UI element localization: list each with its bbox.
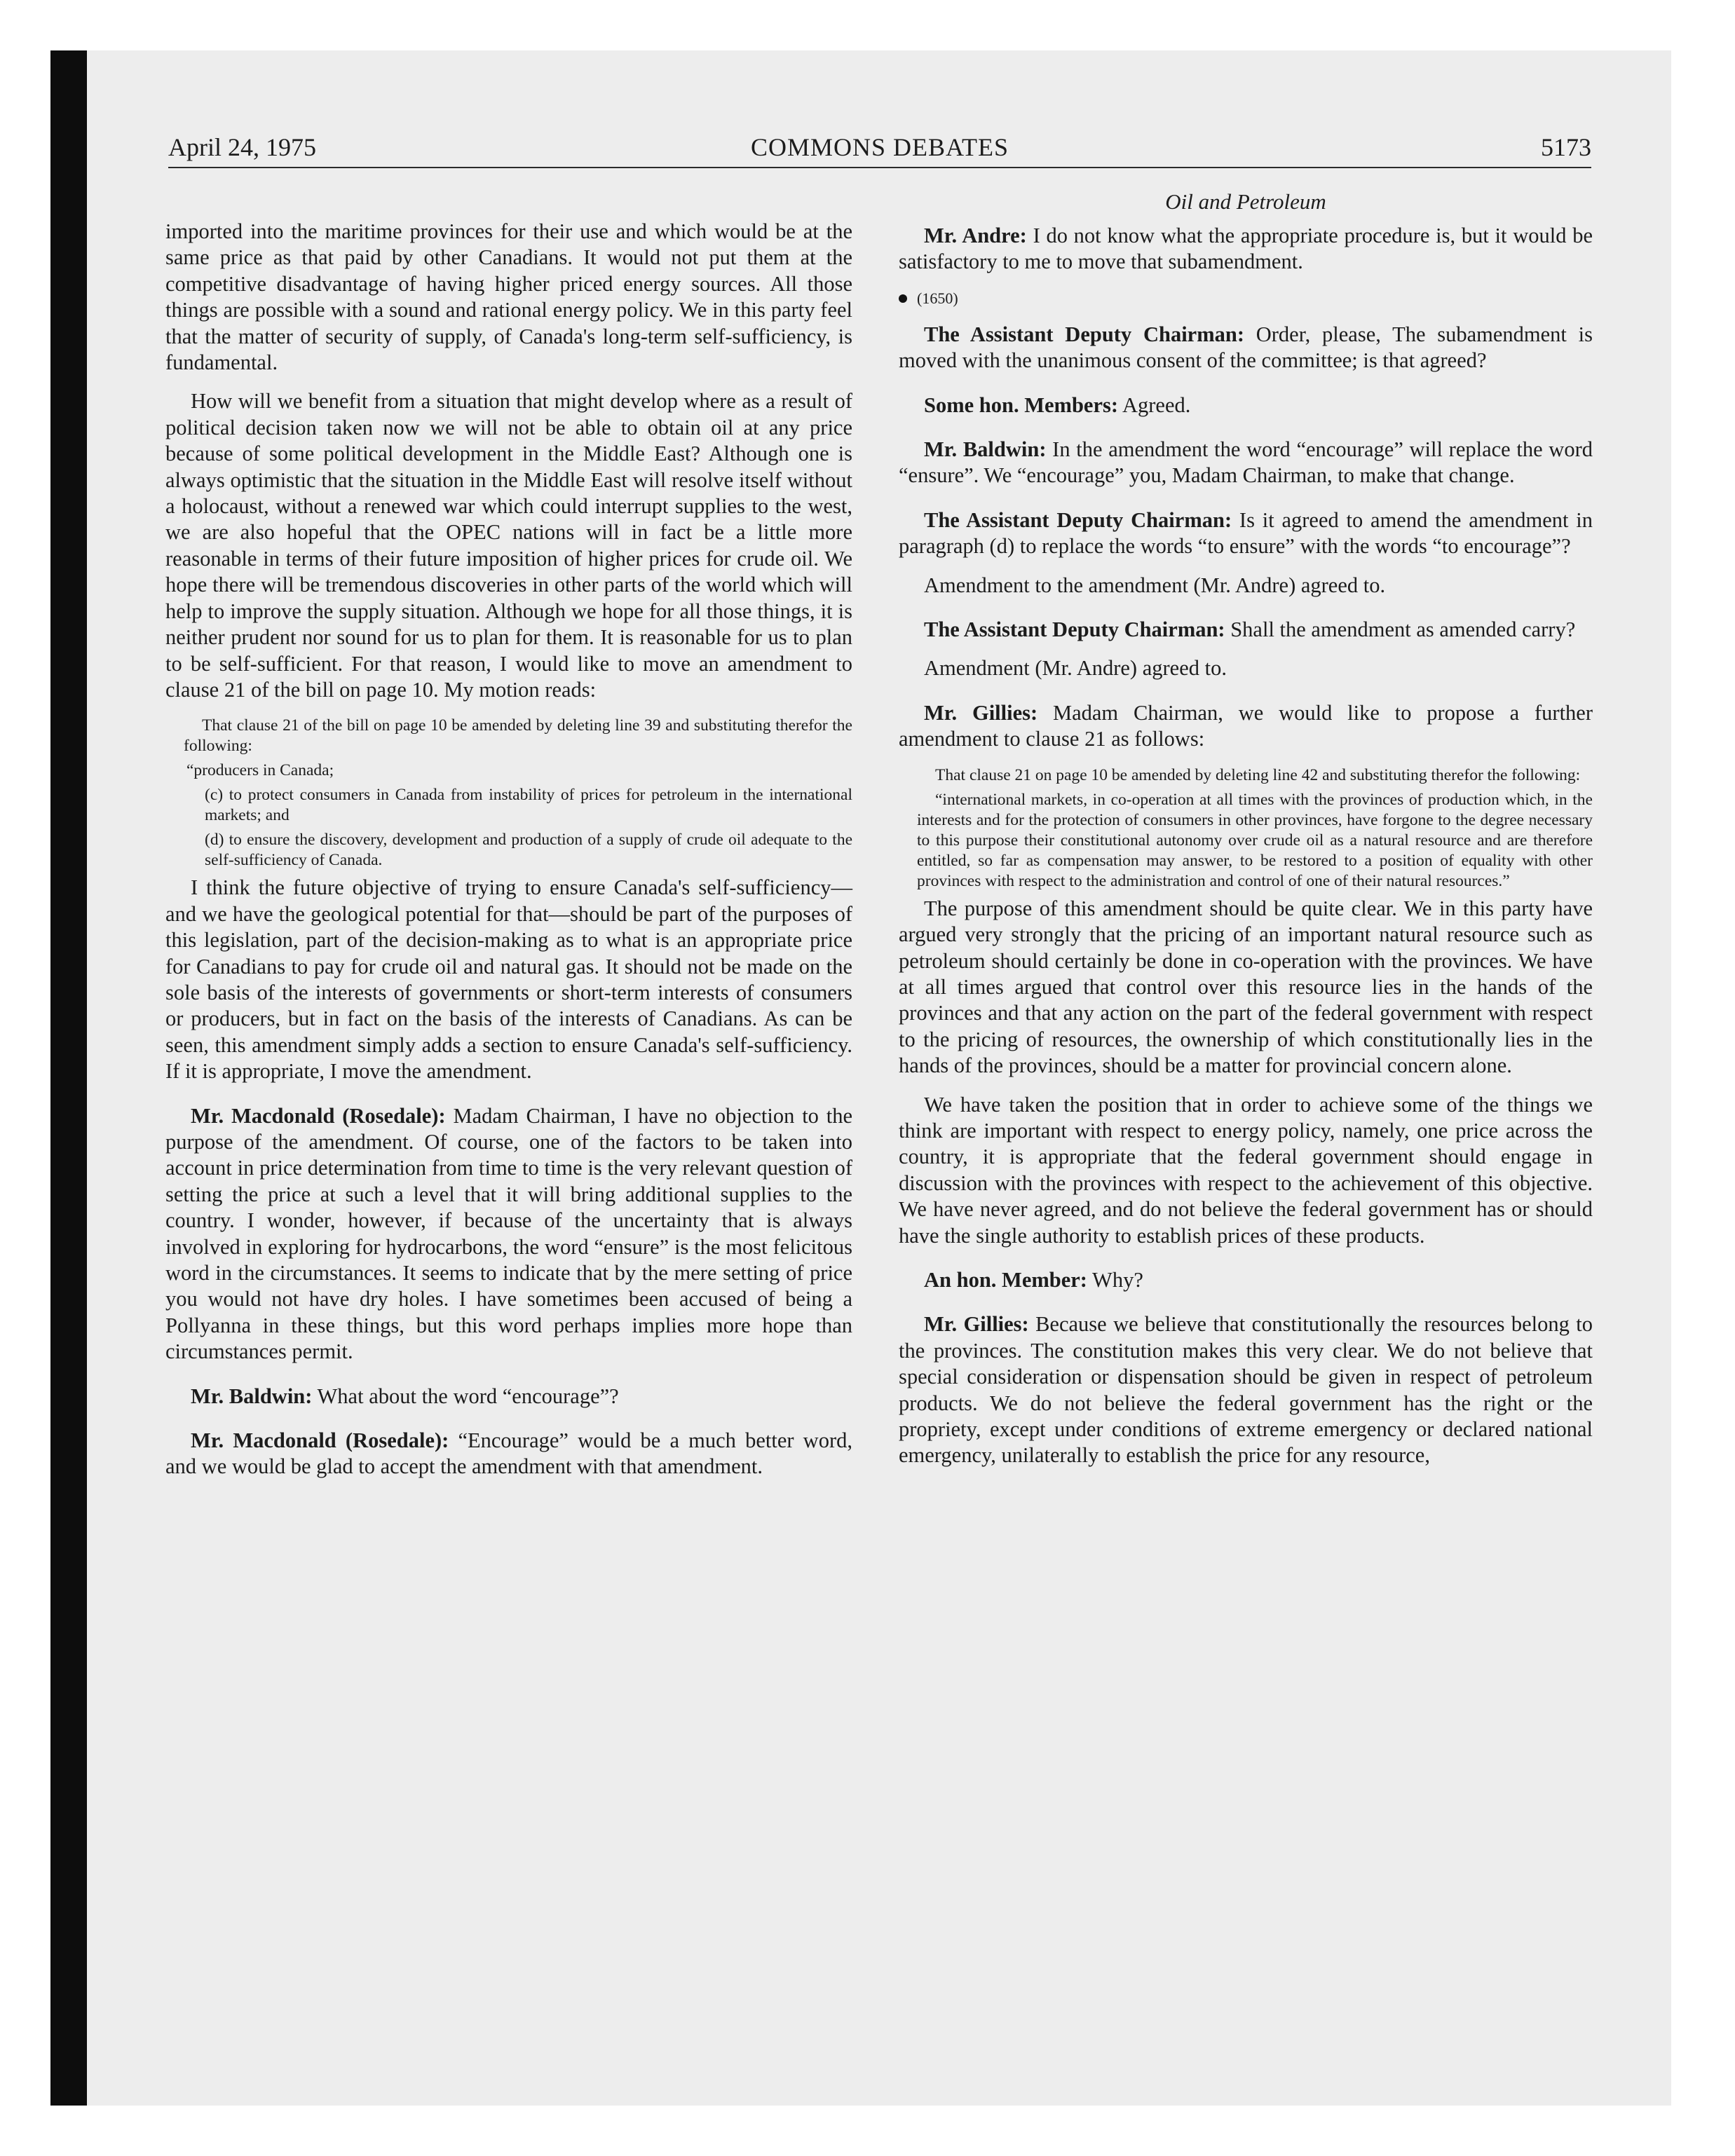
header-date: April 24, 1975 — [168, 133, 316, 161]
quoted-motion-text: “producers in Canada; — [186, 761, 334, 780]
body-paragraph: I think the future objective of trying to ensure Canada's self-sufficiency—and we have the geological potential for that—should be part of the purposes of this legislation, part of the decision-making as to what is an appropriate price for Canadians to pay for crude oil and natural gas. It should not be made on the sole basis of the interests of governments or short-term interests of consumers or producers, but in fact on the basis of the interests of Canadians. As can be seen, this amendment simply adds a section to ensure Canada's self-sufficiency. If it is appropriate, I move the amendment. — [165, 875, 852, 1084]
speech-text: What about the word “encourage”? — [317, 1384, 619, 1408]
speech-text: “Encourage” would be a much better word, and we would be glad to accept the amendment with that amendment. — [165, 1428, 852, 1479]
speech-paragraph — [899, 507, 1593, 560]
page-header — [168, 132, 1591, 168]
speaker-name: Mr. Baldwin: — [191, 1384, 313, 1408]
speech-paragraph — [899, 1267, 1593, 1293]
scan-edge-bar — [50, 50, 87, 2106]
right-column — [899, 188, 1593, 1482]
speech-paragraph — [899, 700, 1593, 753]
speech-text: Agreed. — [1122, 393, 1191, 417]
header-rule — [168, 167, 1591, 168]
quoted-motion-text: (c) to protect consumers in Canada from instability of prices for petroleum in the international markets; and — [205, 786, 852, 825]
speaker-name: The Assistant Deputy Chairman: — [924, 507, 1232, 532]
body-paragraph: We have taken the position that in order to achieve some of the things we think are important with respect to energy policy, namely, one price across the country, it is appropriate that the federal government should engage in discussion with the provinces with respect to the achievement of this objective. We have never agreed, and do not believe the federal government has or should have the single authority to establish prices of these products. — [899, 1092, 1593, 1248]
left-column — [165, 219, 852, 1493]
body-paragraph: Amendment (Mr. Andre) agreed to. — [924, 656, 1227, 681]
time-marker — [899, 288, 1593, 309]
body-paragraph: Amendment to the amendment (Mr. Andre) agreed to. — [924, 573, 1386, 597]
speech-text: Shall the amendment as amended carry? — [1230, 618, 1576, 642]
speech-text: Why? — [1092, 1267, 1143, 1292]
speaker-name: Mr. Macdonald (Rosedale): — [191, 1428, 449, 1453]
quoted-motion-text: That clause 21 on page 10 be amended by deleting line 42 and substituting therefor the following: — [935, 765, 1581, 784]
speaker-name: Mr. Gillies: — [924, 1312, 1029, 1337]
body-paragraph: How will we benefit from a situation that might develop where as a result of political decision taken now we will not be able to obtain oil at any price because of some political development in the Middle East? Although one is always optimistic that the situation in the Middle East will resolve itself without a holocaust, without a renewed war which could interrupt supplies to the west, we are also hopeful that the OPEC nations will in fact be a little more reasonable in terms of their future imposition of higher prices for crude oil. We hope there will be tremendous discoveries in other parts of the world which will help to improve the supply situation. Although we hope for all those things, it is neither prudent nor sound for us to plan for them. It is reasonable for us to plan to be self-sufficient. For that reason, I would like to move an amendment to clause 21 of the bill on page 10. My motion reads: — [165, 389, 852, 702]
speech-text: Because we believe that constitutionally the resources belong to the provinces. The constitution makes this very clear. We do not believe that special consideration or dispensation should be given in respect of petroleum products. We do not believe the federal government has the right or the propriety, except under conditions of extreme emergency or declared national emergency, unilaterally to establish the price for any resource, — [899, 1312, 1593, 1468]
speech-paragraph — [899, 393, 1593, 418]
speaker-name: Some hon. Members: — [924, 393, 1119, 417]
speaker-name: Mr. Andre: — [924, 224, 1027, 247]
time-marker-text: (1650) — [917, 289, 958, 307]
body-paragraph: imported into the maritime provinces for their use and which would be at the same price as that paid by other Canadians. It would not put them at the competitive disadvantage of having higher priced energy sources. All those things are possible with a sound and rational energy policy. We in this party feel that the matter of security of supply, of Canada's long-term self-sufficiency, is fundamental. — [165, 219, 852, 375]
quoted-motion-text: “international markets, in co-operation at all times with the provinces of production which, in the interests and for the protection of consumers in other provinces, have forgone to the degree necessary to this purpose their constitutional autonomy over crude oil as a natural resource and are therefore entitled, so far as compensation may answer, to be restored to a position of equality with other provinces with respect to the administration and control of one of their natural resources.” — [917, 790, 1593, 890]
speaker-name: Mr. Macdonald (Rosedale): — [191, 1103, 446, 1128]
speech-text: Is it agreed to amend the amendment in paragraph (d) to replace the words “to ensure” with the words “to encourage”? — [899, 507, 1593, 559]
section-heading: Oil and Petroleum — [1165, 189, 1326, 214]
speech-paragraph — [899, 1311, 1593, 1468]
speech-paragraph — [899, 437, 1593, 489]
speaker-name: The Assistant Deputy Chairman: — [924, 618, 1225, 642]
speech-paragraph — [165, 1384, 852, 1410]
body-paragraph: The purpose of this amendment should be quite clear. We in this party have argued very strongly that the pricing of an important natural resource such as petroleum should certainly be done in co-operation with the provinces. We have at all times argued that control over this resource lies in the hands of the provinces and that any action on the part of the federal government with respect to the pricing of resources, the ownership of which constitutionally lies in the hands of the provinces, should be a matter for provincial concern alone. — [899, 896, 1593, 1078]
speaker-name: The Assistant Deputy Chairman: — [924, 322, 1244, 346]
speech-text: I do not know what the appropriate procedure is, but it would be satisfactory to me to move that subamendment. — [899, 224, 1593, 274]
speaker-name: Mr. Baldwin: — [924, 437, 1047, 462]
speech-paragraph — [165, 1103, 852, 1365]
quoted-motion-text: That clause 21 of the bill on page 10 be amended by deleting line 39 and substituting therefor the following: — [184, 716, 852, 756]
speech-text: Madam Chairman, I have no objection to the purpose of the amendment. Of course, one of the factors to be taken into account in price determination from time to time is the very relevant question of setting the price at such a level that it will bring additional supplies to the country. I wonder, however, if because of the uncertainty that is always involved in exploring for hydrocarbons, the word “ensure” is the most felicitous word in the circumstances. It seems to indicate that by the mere setting of price you would not have dry holes. I have sometimes been accused of being a Pollyanna in these things, but this word perhaps implies more hope than circumstances permit. — [165, 1103, 853, 1364]
page-number: 5173 — [1541, 133, 1591, 161]
speech-text: Madam Chairman, we would like to propose a further amendment to clause 21 as follows: — [899, 700, 1593, 751]
speech-text: In the amendment the word “encourage” will replace the word “ensure”. We “encourage” you, Madam Chairman, to make that change. — [899, 437, 1593, 488]
publication-title: COMMONS DEBATES — [750, 133, 1009, 161]
quoted-motion-text: (d) to ensure the discovery, development and production of a supply of crude oil adequate to the self-sufficiency of Canada. — [205, 831, 852, 870]
speech-paragraph — [899, 322, 1593, 374]
speech-paragraph — [165, 1428, 852, 1480]
speech-paragraph — [899, 223, 1593, 275]
speech-text: Order, please, The subamendment is moved with the unanimous consent of the committee; is that agreed? — [899, 322, 1593, 373]
speech-paragraph — [899, 617, 1593, 643]
speaker-name: An hon. Member: — [924, 1267, 1087, 1292]
bullet-icon — [899, 294, 907, 303]
speaker-name: Mr. Gillies: — [924, 700, 1038, 725]
